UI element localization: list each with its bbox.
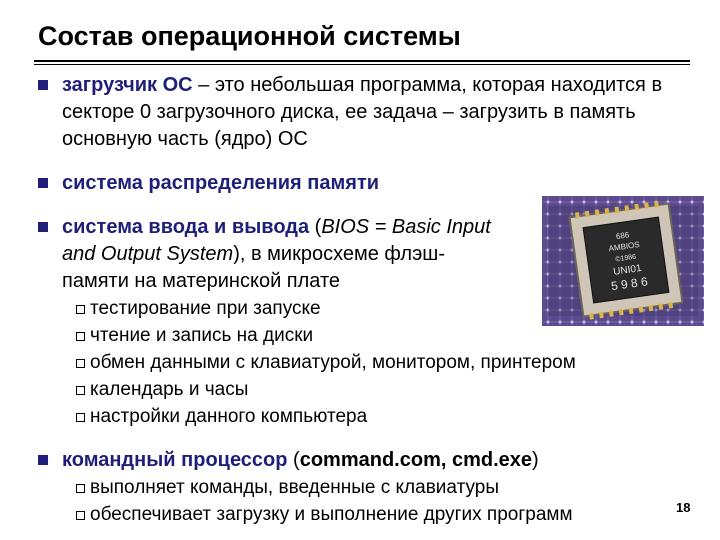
hollow-square-bullet-icon xyxy=(76,359,85,368)
page-title: Состав операционной системы xyxy=(38,21,461,51)
square-bullet-icon xyxy=(38,455,48,465)
loader-description: – это небольшая программа, которая находится в секторе 0 загрузочного диска, ее задача – загрузить в память основную часть (ядро) ОС xyxy=(62,74,663,150)
bios-subitem-text: календарь и часы xyxy=(90,379,249,400)
bios-subitem-text: настройки данного компьютера xyxy=(90,406,368,427)
hollow-square-bullet-icon xyxy=(76,484,85,493)
hollow-square-bullet-icon xyxy=(76,413,85,422)
bios-subitem-text: обмен данными с клавиатурой, монитором, принтером xyxy=(90,352,576,373)
chip-label-line-5: 5 9 8 6 xyxy=(610,274,649,294)
chip-label-line-2: AMBIOS xyxy=(608,240,641,254)
bullet-shell xyxy=(38,447,698,474)
square-bullet-icon xyxy=(38,80,48,90)
term-memory: система распределения памяти xyxy=(62,172,380,194)
bullet-loader xyxy=(38,72,682,153)
bios-subitem xyxy=(38,349,698,376)
shell-paren-open: ( xyxy=(287,449,300,471)
bios-subitem xyxy=(38,403,698,430)
hollow-square-bullet-icon xyxy=(76,332,85,341)
bios-subitem xyxy=(38,295,698,322)
title-underline xyxy=(34,60,690,62)
bios-subitem-text: тестирование при запуске xyxy=(90,298,321,319)
square-bullet-icon xyxy=(38,178,48,188)
bios-description: ), в микросхеме флэш-памяти на материнской плате xyxy=(62,243,445,292)
shell-subitem xyxy=(38,474,698,501)
term-shell: командный процессор xyxy=(62,449,288,471)
bios-subitem xyxy=(38,376,698,403)
term-loader: загрузчик ОС xyxy=(62,74,193,96)
slide-content xyxy=(38,72,698,528)
bullet-memory xyxy=(38,170,698,197)
hollow-square-bullet-icon xyxy=(76,386,85,395)
bios-subitem xyxy=(38,322,698,349)
bios-subitem-text: чтение и запись на диски xyxy=(90,325,314,346)
chip-label-line-3: ©1986 xyxy=(615,253,637,264)
shell-subitem-text: обеспечивает загрузку и выполнение других программ xyxy=(90,504,573,525)
bios-paren-open: ( xyxy=(309,216,322,238)
term-bios: система ввода и вывода xyxy=(62,216,310,238)
shell-subitem xyxy=(38,501,698,528)
square-bullet-icon xyxy=(38,222,48,232)
chip-label-line-1: 686 xyxy=(615,230,630,242)
bullet-bios xyxy=(38,214,502,295)
bios-expansion: BIOS = Basic Input and Output System xyxy=(62,216,491,265)
title-underline-thin xyxy=(34,64,690,65)
shell-examples: command.com, cmd.exe xyxy=(299,449,533,471)
hollow-square-bullet-icon xyxy=(76,511,85,520)
chip-label-line-4: UNI01 xyxy=(612,262,643,278)
shell-paren-close: ) xyxy=(532,449,539,471)
page-number: 18 xyxy=(676,500,691,515)
hollow-square-bullet-icon xyxy=(76,305,85,314)
shell-subitem-text: выполняет команды, введенные с клавиатуры xyxy=(90,477,499,498)
